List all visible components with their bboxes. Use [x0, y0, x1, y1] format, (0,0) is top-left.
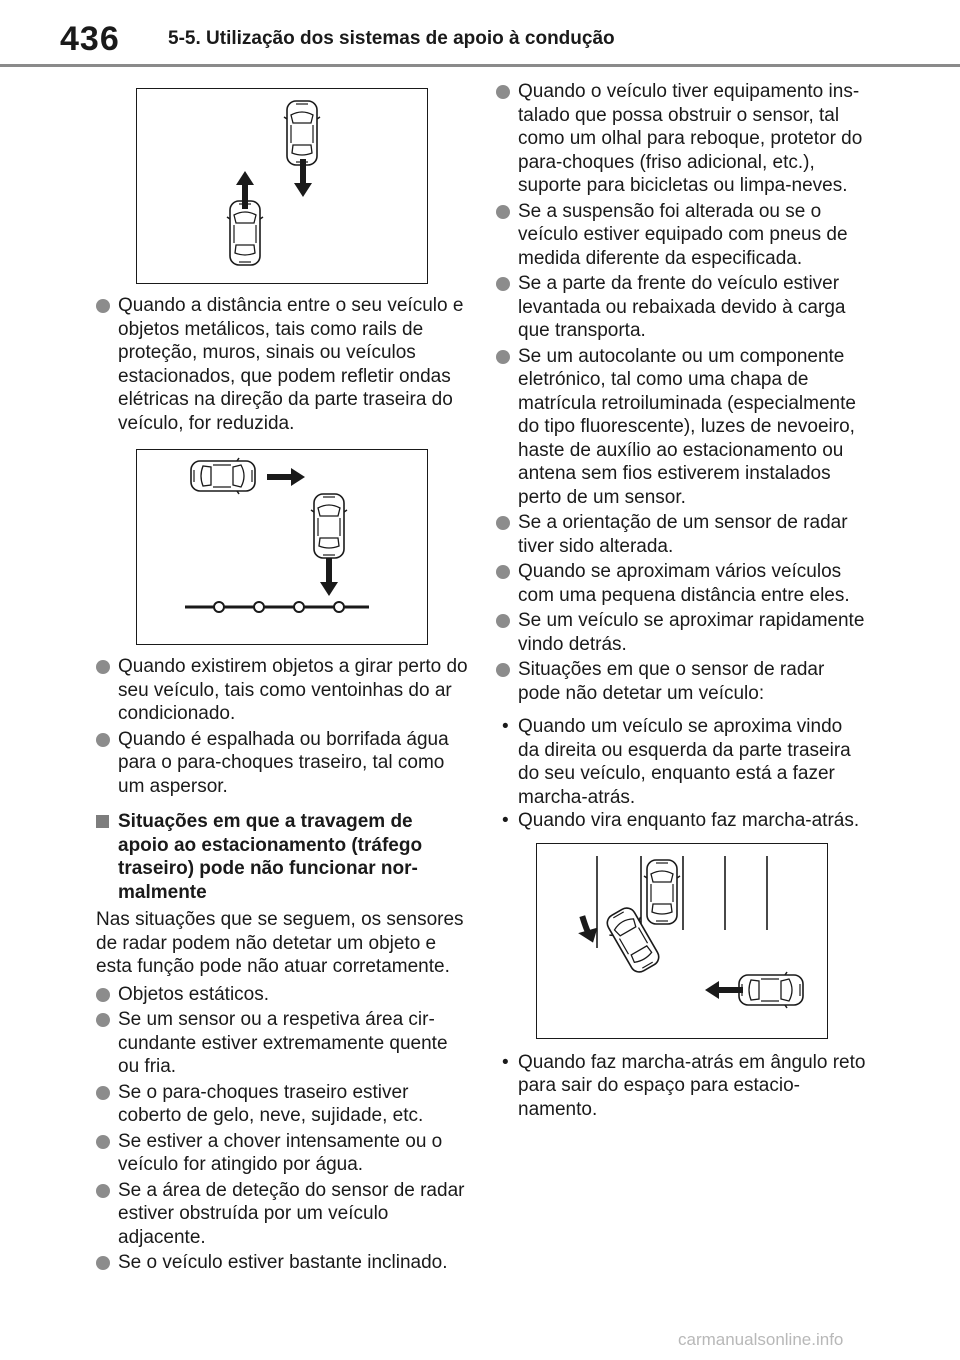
- sub-list-item: • Quando vira enquanto faz marcha-atrás.: [502, 810, 860, 831]
- watermark: carmanualsonline.info: [678, 1330, 844, 1349]
- car-icon: [739, 972, 803, 1008]
- car-icon: [311, 494, 347, 558]
- diagram-side-traffic: [137, 450, 426, 643]
- list-item: Se a suspensão foi alterada ou se o veículo estiver equipado com pneus de medida diferente da especificada.: [496, 200, 868, 271]
- bullet-dot-icon: [96, 1086, 110, 1100]
- right-column: [496, 80, 868, 1121]
- bullet-dot-icon: [96, 660, 110, 674]
- figure-side-traffic-barrier: [136, 449, 428, 645]
- list-item: Se a parte da frente do veículo estiver levantada ou rebaixada devido à carga que transporta.: [496, 272, 868, 343]
- page-header: [0, 0, 960, 68]
- bullet-dot-icon: [96, 733, 110, 747]
- list-item: Situações em que o sensor de radar pode não detetar um veículo:: [496, 658, 868, 705]
- list-item: Se a orientação de um sensor de radar tiver sido alterada.: [496, 511, 868, 558]
- header-rule: [0, 64, 960, 67]
- square-marker-icon: [96, 815, 109, 828]
- car-icon: [227, 201, 263, 265]
- section-title: 5-5. Utilização dos sistemas de apoio à condução: [168, 28, 615, 49]
- arrow-right-icon: [267, 468, 305, 486]
- bullet-dot-icon: [96, 1135, 110, 1149]
- bullet-dot-icon: [496, 614, 510, 628]
- list-item: Se estiver a chover intensamente ou o veículo for atingido por água.: [96, 1130, 468, 1177]
- car-icon: [191, 458, 255, 494]
- list-item: Se o para-choques traseiro estiver coberto de gelo, neve, sujidade, etc.: [96, 1081, 468, 1128]
- list-item: Quando existirem objetos a girar perto do seu veículo, tais como ventoinhas do ar condicionado.: [96, 655, 468, 726]
- section-heading: Situações em que a travagem de apoio ao estacionamento (tráfego traseiro) pode não funcionar normalmente: [96, 810, 468, 904]
- list-item: Quando é espalhada ou borrifada água para o para-choques traseiro, tal como um aspersor.: [96, 728, 468, 799]
- car-icon: [644, 860, 680, 924]
- diagram-turning-reverse: [537, 844, 826, 1037]
- figure-reversing-near-parked: [136, 88, 428, 284]
- bullet-dot-icon: [496, 565, 510, 579]
- car-icon: [284, 101, 320, 165]
- bullet-dot-icon: [96, 1184, 110, 1198]
- bullet-dot-icon: [496, 516, 510, 530]
- bullet-dot-icon: [96, 988, 110, 1002]
- bullet-dot-icon: [96, 299, 110, 313]
- arrow-down-icon: [320, 558, 338, 596]
- bullet-dot-icon: [496, 663, 510, 677]
- list-item: Se um veículo se aproximar rapidamente vindo detrás.: [496, 609, 868, 656]
- list-item: Se um sensor ou a respetiva área circundante estiver extremamente quente ou fria.: [96, 1008, 468, 1079]
- bullet-dot-icon: [96, 1013, 110, 1027]
- list-item: Objetos estáticos.: [96, 983, 468, 1007]
- list-item: Se o veículo estiver bastante inclinado.: [96, 1251, 468, 1275]
- figure-turning-reverse: [536, 843, 828, 1039]
- list-item: Quando se aproximam vários veículos com uma pequena distância entre eles.: [496, 560, 868, 607]
- bullet-dot-icon: [496, 277, 510, 291]
- sub-list-item: • Quando um veículo se aproxima vindo da direita ou esquerda da parte traseira do seu veículo, enquanto está a fazer marcha-atrás.: [502, 716, 851, 808]
- sub-list-item: • Quando faz marcha-atrás em ângulo reto para sair do espaço para estacionamento.: [502, 1051, 866, 1120]
- list-item: Quando a distância entre o seu veículo e objetos metálicos, tais como rails de proteção, muros, sinais ou veículos estacionados, que podem refletir ondas elétricas na direção da parte traseira do veículo, for reduzida.: [96, 294, 468, 435]
- page-number: 436: [60, 20, 120, 58]
- bullet-dot-icon: [496, 350, 510, 364]
- intro-paragraph: Nas situações que se seguem, os sensores de radar podem não detetar um objeto e esta função pode não atuar corretamente.: [96, 909, 464, 977]
- diagram-vehicles-reverse: [137, 89, 426, 282]
- list-item: Se um autocolante ou um componente eletrónico, tal como uma chapa de matrícula retroiluminada (especialmente do tipo fluorescente), luzes de nevoeiro, haste de auxílio ao estacionamento ou antena sem fios estiverem instalados perto de um sensor.: [496, 345, 868, 510]
- list-item: Quando o veículo tiver equipamento instalado que possa obstruir o sensor, tal como um olhal para reboque, protetor do para-choques (friso adicional, etc.), suporte para bicicletas ou limpa-neves.: [496, 80, 868, 198]
- list-item: Se a área de deteção do sensor de radar estiver obstruída por um veículo adjacente.: [96, 1179, 468, 1250]
- arrow-left-icon: [705, 981, 743, 999]
- bullet-dot-icon: [496, 85, 510, 99]
- left-column: [96, 88, 468, 1277]
- bullet-dot-icon: [496, 205, 510, 219]
- bullet-dot-icon: [96, 1256, 110, 1270]
